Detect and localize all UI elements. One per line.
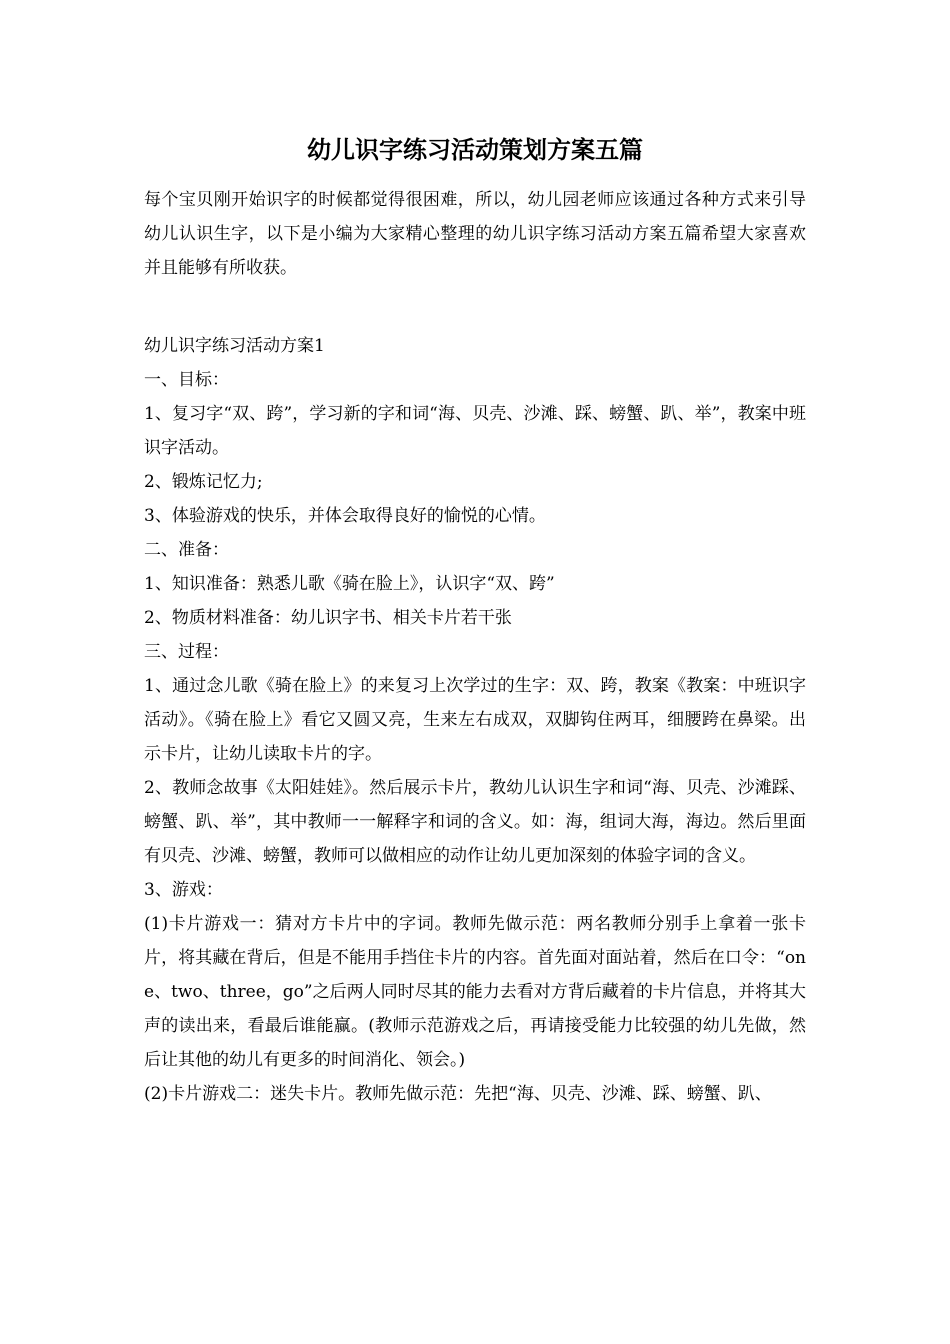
- heading-goals: 一、目标：: [144, 370, 229, 390]
- section-heading-plan-1: 幼儿识字练习活动方案1: [144, 336, 325, 356]
- preparation-item-2: 2、物质材料准备：幼儿识字书、相关卡片若干张: [144, 608, 512, 628]
- heading-process: 三、过程：: [144, 642, 229, 662]
- game-item-1: (1)卡片游戏一：猜对方卡片中的字词。教师先做示范：两名教师分别手上拿着一张卡片，将其藏在背后，但是不能用手挡住卡片的内容。首先面对面站着，然后在口令：“one、two、three，go”之后两人同时尽其的能力去看对方背后藏着的卡片信息，并将其大声的读出来，看最后谁能赢。(教师示范游戏之后，再请接受能力比较强的幼儿先做，然后让其他的幼儿有更多的时间消化、领会。): [144, 914, 806, 1070]
- document-title: 幼儿识字练习活动策划方案五篇: [307, 135, 643, 164]
- goal-item-2: 2、锻炼记忆力;: [144, 472, 263, 492]
- process-item-2: 2、教师念故事《太阳娃娃》。然后展示卡片，教幼儿认识生字和词“海、贝壳、沙滩踩、螃蟹、趴、举”，其中教师一一解释字和词的含义。如：海，组词大海，海边。然后里面有贝壳、沙滩、螃蟹，教师可以做相应的动作让幼儿更加深刻的体验字词的含义。: [144, 778, 806, 866]
- intro-paragraph: 每个宝贝刚开始识字的时候都觉得很困难，所以，幼儿园老师应该通过各种方式来引导幼儿认识生字，以下是小编为大家精心整理的幼儿识字练习活动方案五篇希望大家喜欢并且能够有所收获。: [144, 190, 806, 278]
- document-body: [144, 183, 806, 1111]
- preparation-item-1: 1、知识准备：熟悉儿歌《骑在脸上》，认识字“双、跨”: [144, 574, 555, 594]
- process-item-3: 3、游戏：: [144, 880, 223, 900]
- process-item-1: 1、通过念儿歌《骑在脸上》的来复习上次学过的生字：双、跨，教案《教案：中班识字活动》。《骑在脸上》看它又圆又亮，生来左右成双，双脚钩住两耳，细腰跨在鼻梁。出示卡片，让幼儿读取卡片的字。: [144, 676, 806, 764]
- goal-item-1: 1、复习字“双、跨”，学习新的字和词“海、贝壳、沙滩、踩、螃蟹、趴、举”，教案中班识字活动。: [144, 404, 806, 458]
- goal-item-3: 3、体验游戏的快乐，并体会取得良好的愉悦的心情。: [144, 506, 546, 526]
- heading-preparation: 二、准备：: [144, 540, 229, 560]
- game-item-2: (2)卡片游戏二：迷失卡片。教师先做示范：先把“海、贝壳、沙滩、踩、螃蟹、趴、: [144, 1084, 772, 1104]
